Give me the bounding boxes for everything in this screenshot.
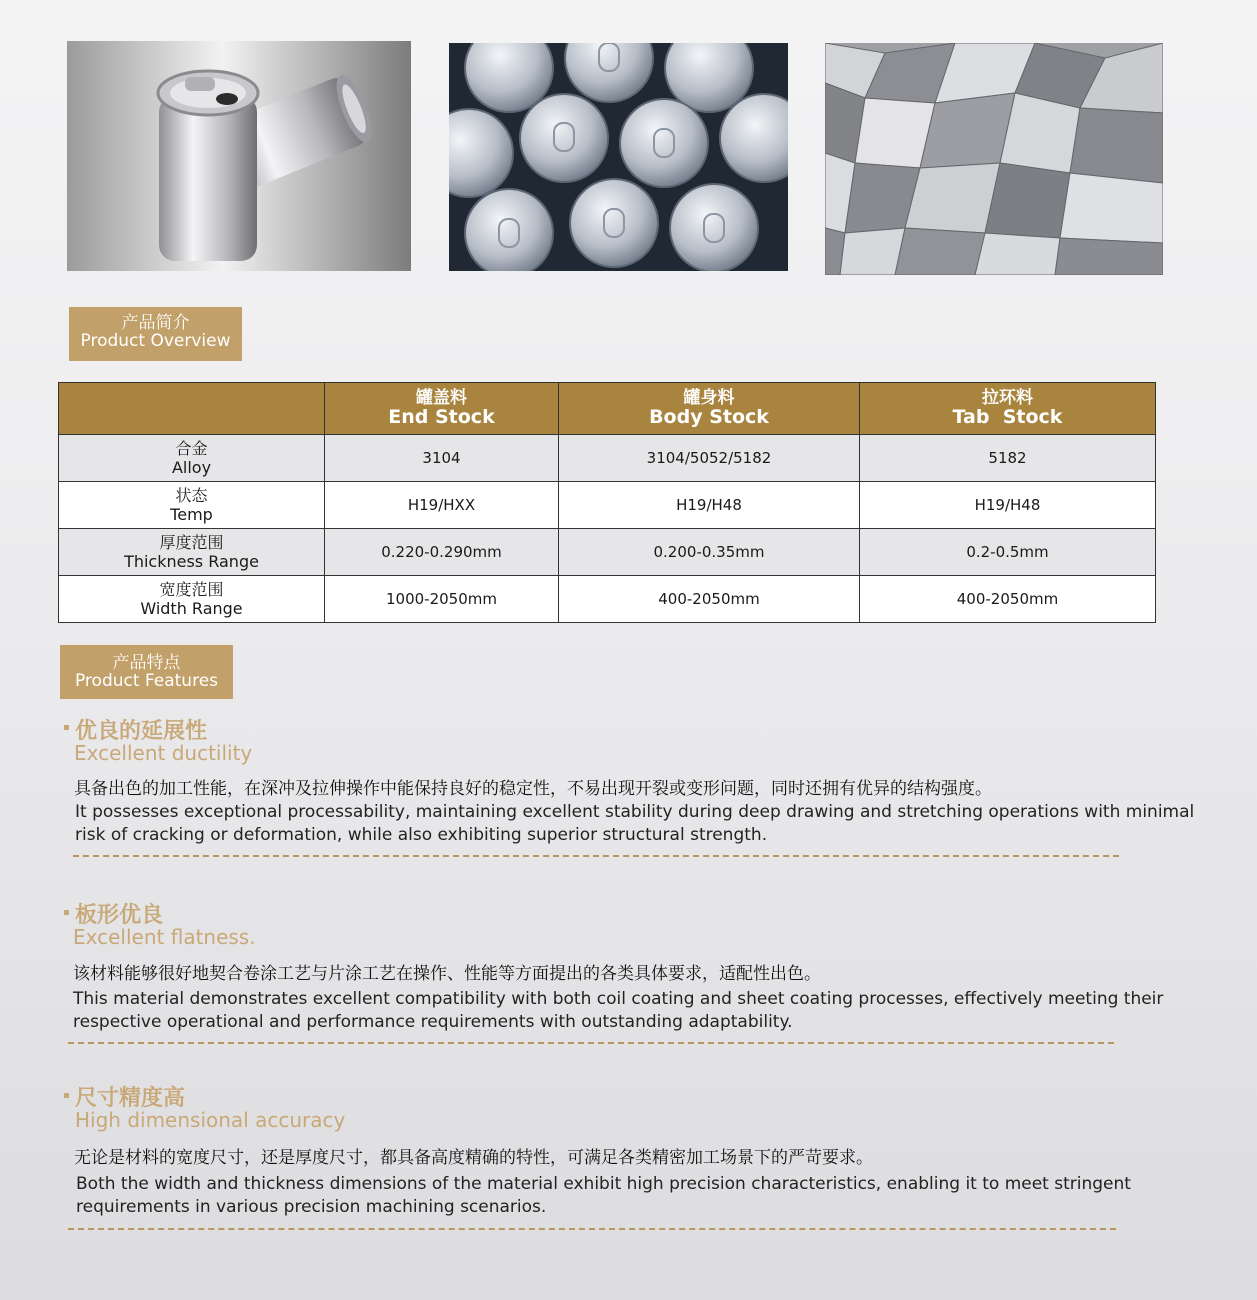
table-cell: 5182 (860, 435, 1156, 482)
dashed-divider (68, 1042, 1114, 1044)
table-cell: 400-2050mm (860, 576, 1156, 623)
row-label-en: Thickness Range (124, 552, 259, 571)
feature-title-zh: 板形优良 (75, 903, 164, 928)
row-label-alloy (59, 435, 325, 482)
row-label-zh: 合金 (175, 438, 208, 458)
row-label-temp (59, 482, 325, 529)
table-cell: 400-2050mm (559, 576, 860, 623)
header-en: End Stock (388, 406, 495, 429)
spec-table (58, 382, 1156, 623)
aluminum-foil-photo (825, 43, 1163, 275)
header-en: Tab Stock (952, 406, 1063, 429)
table-header-end-stock (325, 383, 559, 435)
aluminum-cans-photo (67, 41, 411, 271)
dashed-divider (73, 855, 1119, 857)
feature-desc-zh: 具备出色的加工性能，在深冲及拉伸操作中能保持良好的稳定性，不易出现开裂或变形问题，同时还拥有优异的结构强度。 (74, 779, 992, 799)
row-label-zh: 厚度范围 (159, 532, 224, 552)
table-cell: 3104/5052/5182 (559, 435, 860, 482)
table-row (59, 435, 1156, 482)
header-en: Body Stock (649, 406, 769, 429)
feature-desc-en: This material demonstrates excellent compatibility with both coil coating and sheet coating processes, effectively meeting their respective operational and performance requirements with outstanding adaptability. (73, 989, 1164, 1032)
header-zh: 拉环料 (982, 387, 1033, 408)
table-header-body-stock (559, 383, 860, 435)
feature-desc-en: It possesses exceptional processability, maintaining excellent stability during deep drawing and stretching operations with minimal risk of cracking or deformation, while also exhibiting superior structural strength. (75, 802, 1195, 845)
features-tag-zh: 产品特点 (112, 653, 181, 673)
dashed-divider (68, 1228, 1116, 1230)
table-cell: H19/H48 (860, 482, 1156, 529)
table-header-tab-stock (860, 383, 1156, 435)
feature-title-en: Excellent ductility (74, 741, 253, 765)
table-header-row (59, 383, 1156, 435)
feature-title-zh: 尺寸精度高 (75, 1086, 186, 1111)
features-tag-en: Product Features (74, 670, 219, 691)
header-zh: 罐盖料 (416, 387, 467, 408)
table-row (59, 576, 1156, 623)
product-overview-tag (69, 307, 242, 361)
table-cell: 1000-2050mm (325, 576, 559, 623)
table-cell: 0.2-0.5mm (860, 529, 1156, 576)
bullet-icon (64, 910, 69, 915)
feature-desc-zh: 无论是材料的宽度尺寸，还是厚度尺寸，都具备高度精确的特性，可满足各类精密加工场景下的严苛要求。 (74, 1148, 873, 1168)
feature-desc-zh: 该材料能够很好地契合卷涂工艺与片涂工艺在操作、性能等方面提出的各类具体要求，适配性出色。 (73, 964, 821, 984)
header-zh: 罐身料 (683, 387, 735, 408)
table-row (59, 482, 1156, 529)
row-label-zh: 状态 (175, 485, 208, 505)
table-header-empty (59, 383, 325, 435)
row-label-en: Width Range (140, 599, 243, 618)
table-cell: 0.220-0.290mm (325, 529, 559, 576)
row-label-zh: 宽度范围 (159, 579, 224, 599)
table-cell: H19/HXX (325, 482, 559, 529)
feature-desc-en: Both the width and thickness dimensions of the material exhibit high precision characteristics, enabling it to meet stringent requirements in various precision machining scenarios. (76, 1174, 1131, 1217)
row-label-en: Alloy (171, 458, 212, 477)
table-row (59, 529, 1156, 576)
row-label-en: Temp (170, 505, 213, 524)
bullet-icon (64, 1093, 69, 1098)
feature-title-zh: 优良的延展性 (75, 719, 208, 744)
table-cell: H19/H48 (559, 482, 860, 529)
table-cell: 0.200-0.35mm (559, 529, 860, 576)
overview-tag-en: Product Overview (80, 330, 231, 351)
can-lids-photo (449, 43, 788, 271)
row-label-thickness (59, 529, 325, 576)
product-features-tag (60, 645, 233, 699)
feature-title-en: Excellent flatness. (73, 925, 256, 949)
feature-title-en: High dimensional accuracy (75, 1108, 346, 1132)
row-label-width (59, 576, 325, 623)
bullet-icon (64, 725, 69, 730)
table-cell: 3104 (325, 435, 559, 482)
overview-tag-zh: 产品简介 (121, 313, 190, 333)
